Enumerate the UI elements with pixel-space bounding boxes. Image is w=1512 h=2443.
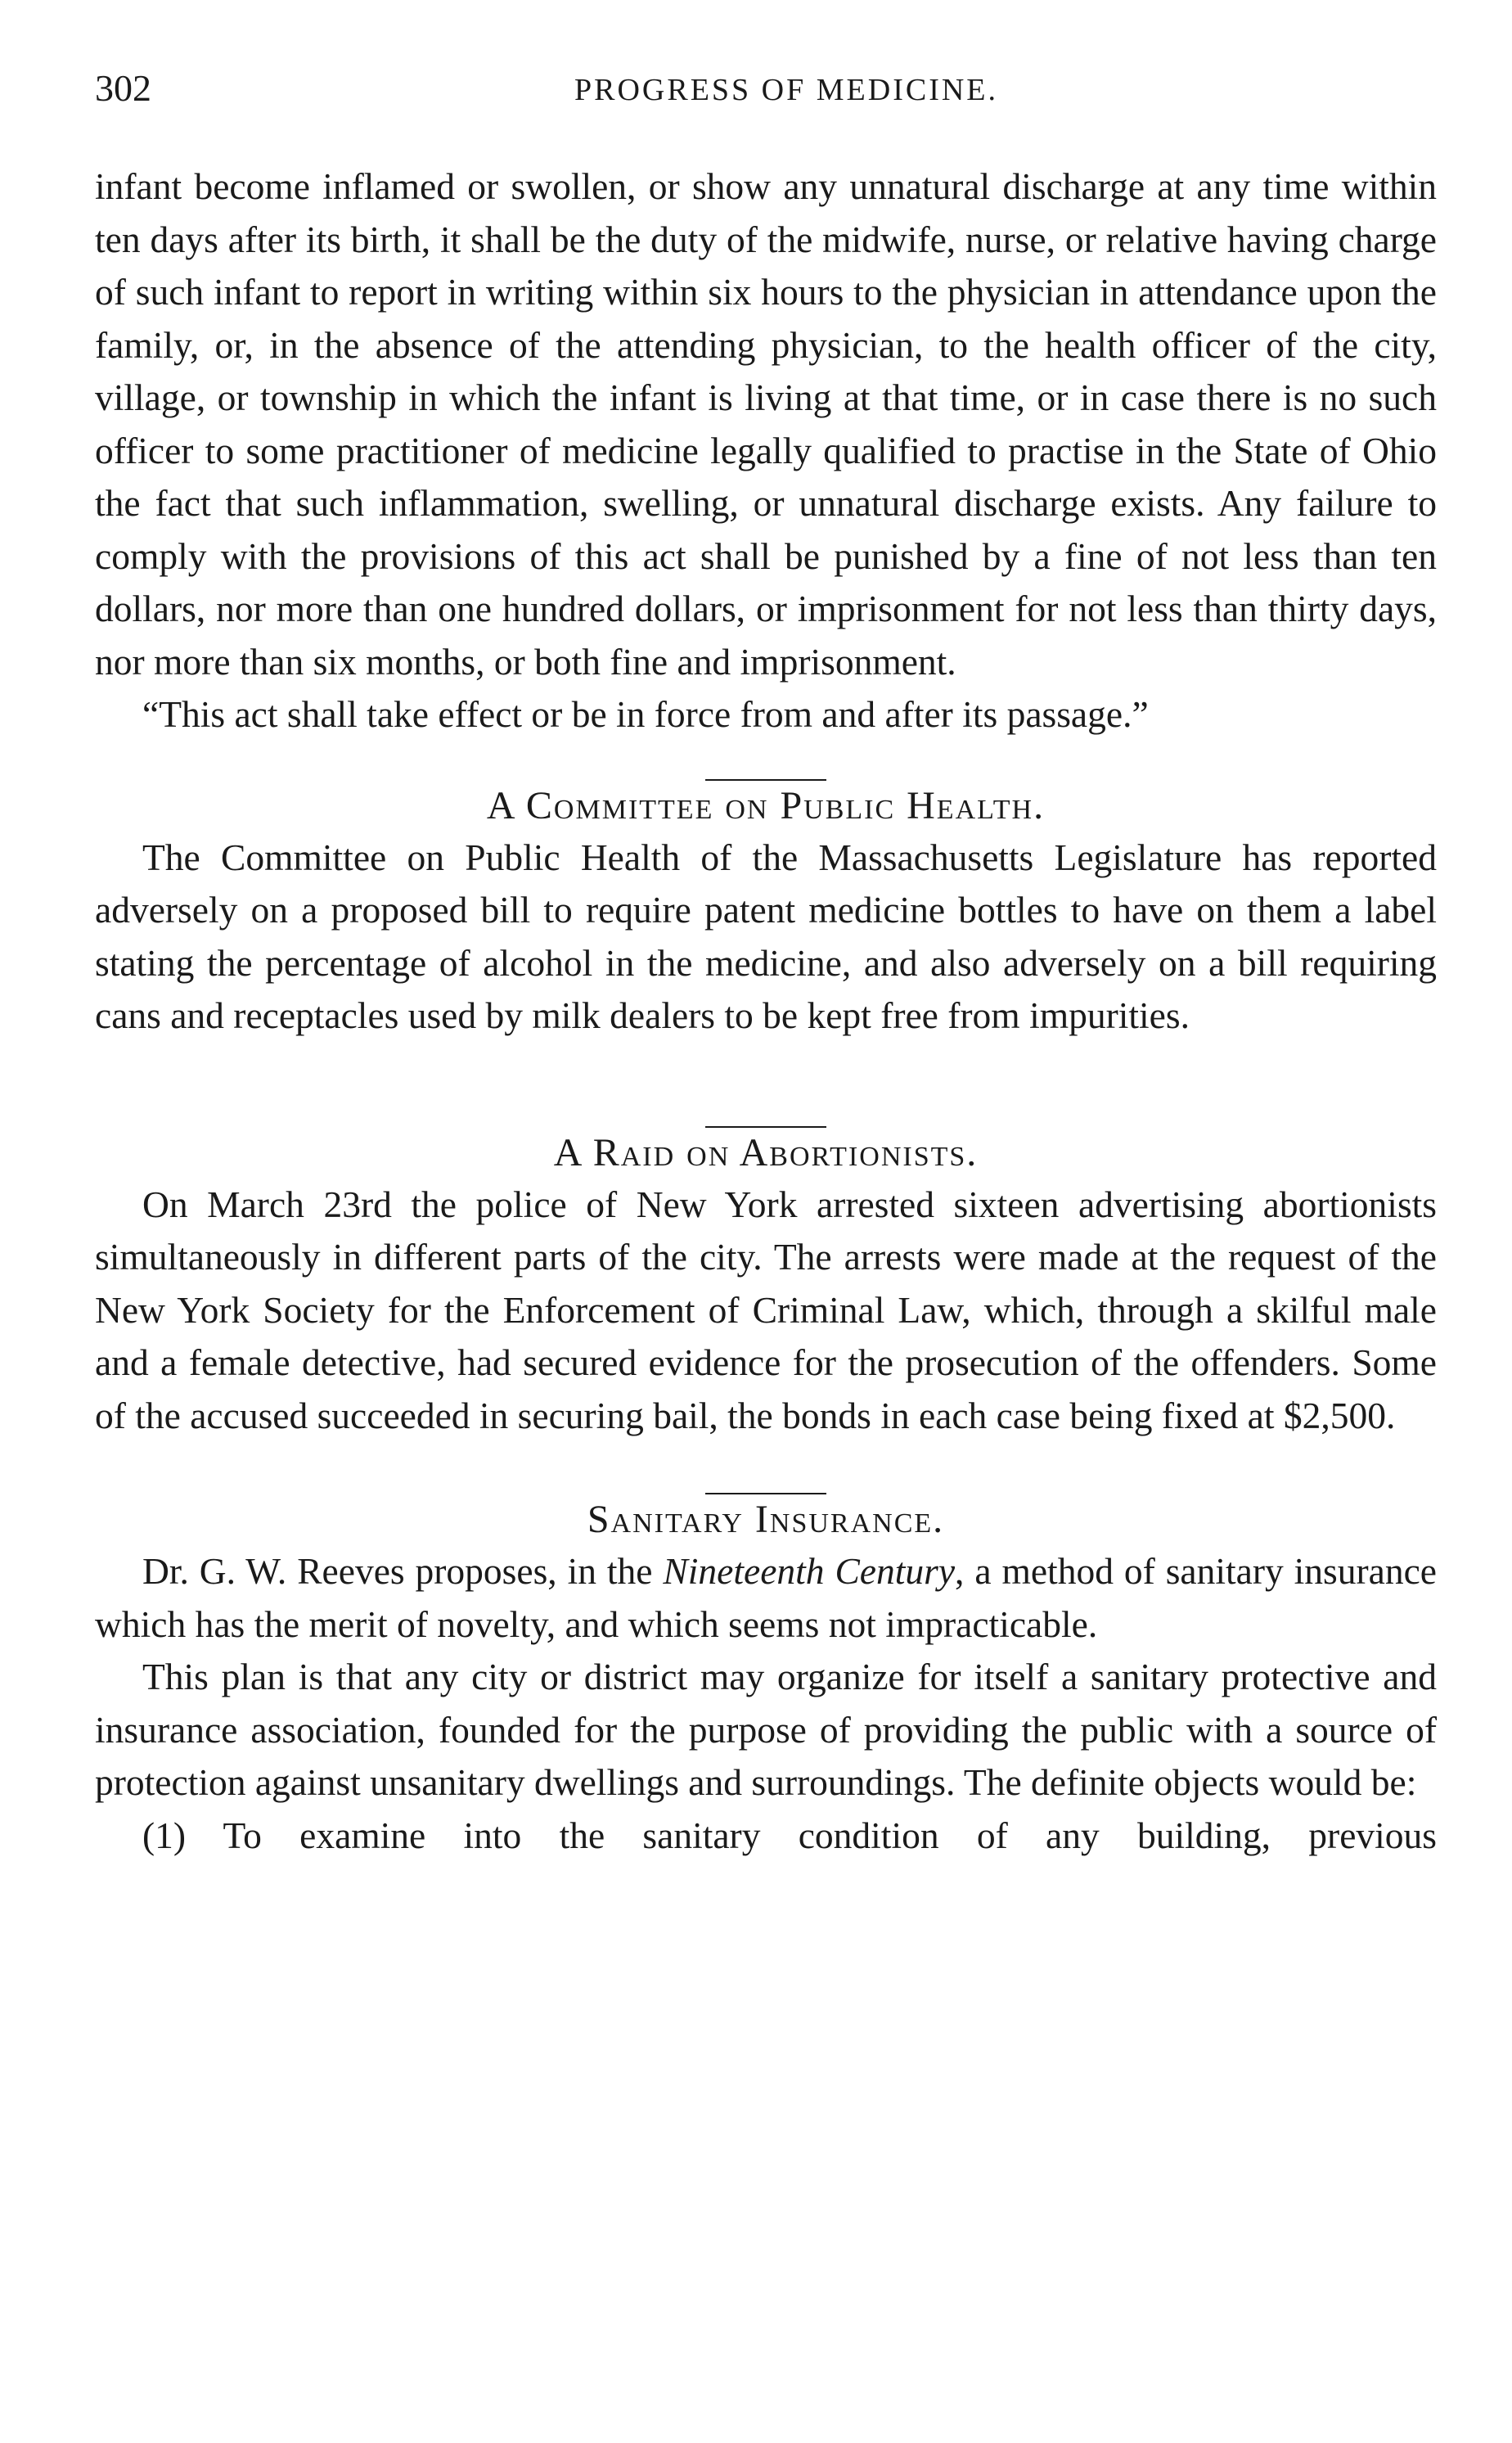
- body-text: [95, 160, 1437, 1862]
- running-title: PROGRESS OF MEDICINE.: [574, 73, 999, 107]
- intro-text-after: , a method of sanitary insurance which has the merit of novelty, and which seems not impracticable.: [95, 1550, 1437, 1645]
- periodical-title: Nineteenth Century: [663, 1550, 956, 1592]
- continued-paragraph: infant become inflamed or swollen, or show any unnatural discharge at any time within ten days after its birth, it shall be the duty of the midwife, nurse, or relative having charge of such infant to report in writing within six hours to the physician in attendance upon the family, or, in the absence of the attending physician, to the health officer of the city, village, or township in which the infant is living at that time, or in case there is no such officer to some practitioner of medicine legally qualified to practise in the State of Ohio the fact that such inflammation, swelling, or unnatural discharge exists. Any failure to comply with the provisions of this act shall be punished by a fine of not less than ten dollars, nor more than one hundred dollars, or imprisonment for not less than thirty days, nor more than six months, or both fine and imprisonment.: [95, 165, 1437, 683]
- intro-text-before: Dr. G. W. Reeves proposes, in the: [142, 1550, 664, 1592]
- running-head: [95, 64, 1429, 121]
- section-heading: Sanitary Insurance.: [587, 1498, 945, 1541]
- section-paragraph: The Committee on Public Health of the Massachusetts Legislature has reported adversely on a proposed bill to require patent medicine bottles to have on them a label stating the percentage of alcohol in the medicine, and also adversely on a bill requiring cans and receptacles used by milk dealers to be kept free from impurities.: [95, 836, 1437, 1036]
- enactment-quote: “This act shall take effect or be in force from and after its passage.”: [142, 693, 1149, 735]
- section-paragraph: This plan is that any city or district may organize for itself a sanitary protective and insurance association, founded for the purpose of providing the public with a source of protection against unsanitary dwellings and surroundings. The definite objects would be:: [95, 1656, 1437, 1803]
- enumerated-item: (1) To examine into the sanitary condition of any building, previous: [142, 1814, 1437, 1856]
- section-heading: A Raid on Abortionists.: [553, 1130, 979, 1174]
- page-number: 302: [95, 67, 151, 109]
- section-paragraph: [95, 1545, 1437, 1651]
- section-paragraph: On March 23rd the police of New York arrested sixteen advertising abortionists simultaneously in different parts of the city. The arrests were made at the request of the New York Society for the Enforcement of Criminal Law, which, through a skilful male and a female detective, had secured evidence for the prosecution of the offenders. Some of the accused succeeded in securing bail, the bonds in each case being fixed at $2,500.: [95, 1183, 1437, 1436]
- section-heading: A Committee on Public Health.: [486, 783, 1046, 827]
